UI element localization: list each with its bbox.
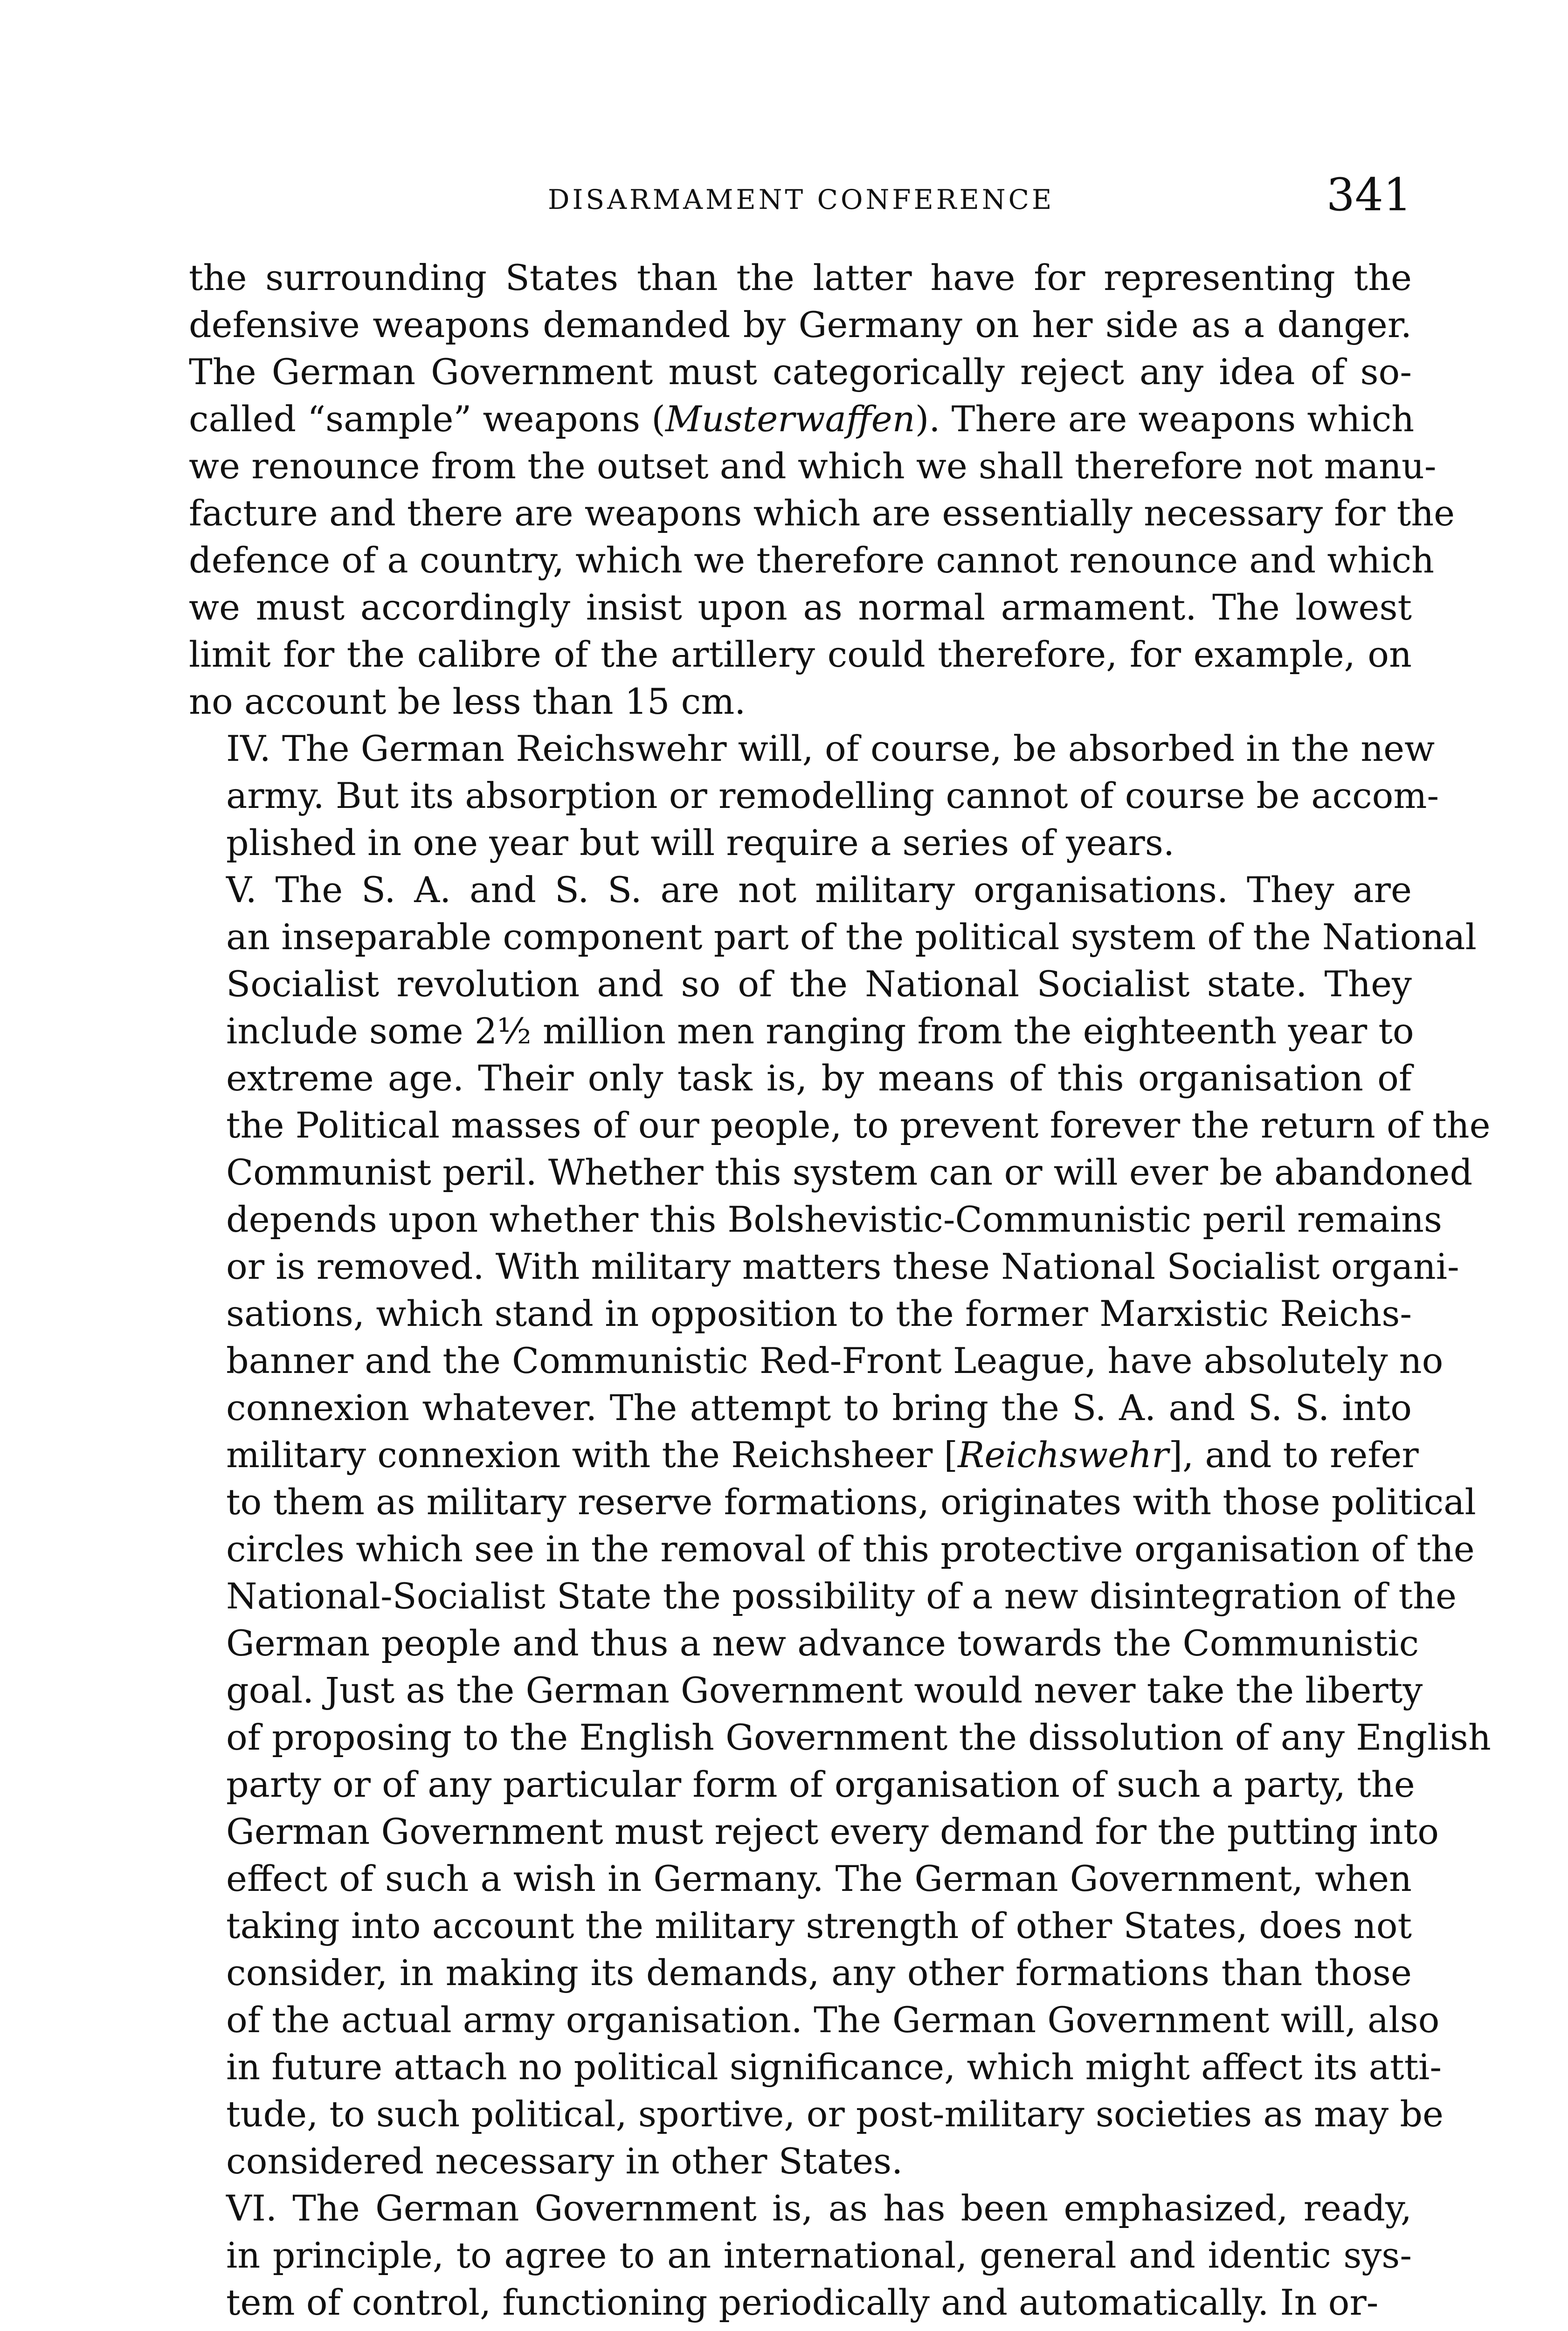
text-line: Socialist revolution and so of the National Socialist state. They bbox=[226, 963, 1412, 1005]
text-line: banner and the Communistic Red-Front League, have absolutely no bbox=[226, 1340, 1444, 1381]
text-line: to them as military reserve formations, originates with those political bbox=[226, 1481, 1476, 1523]
text-line: called “sample” weapons (Musterwaffen). There are weapons which bbox=[189, 398, 1415, 440]
text-line: military connexion with the Reichsheer [Reichswehr], and to refer bbox=[226, 1434, 1419, 1476]
text-line: or is removed. With military matters these National Socialist organi- bbox=[226, 1246, 1459, 1287]
text-line: army. But its absorption or remodelling cannot of course be accom- bbox=[226, 775, 1439, 816]
text-line: consider, in making its demands, any other formations than those bbox=[226, 1952, 1412, 1993]
text-line: no account be less than 15 cm. bbox=[189, 681, 746, 722]
body-text bbox=[189, 254, 1491, 2326]
text-line: Communist peril. Whether this system can or will ever be abandoned bbox=[226, 1152, 1473, 1193]
text-line: in principle, to agree to an international, general and identic sys- bbox=[226, 2234, 1412, 2276]
text-line: we must accordingly insist upon as normal armament. The lowest bbox=[189, 586, 1412, 628]
text-line: party or of any particular form of organisation of such a party, the bbox=[226, 1764, 1415, 1805]
text-line: limit for the calibre of the artillery could therefore, for example, on bbox=[189, 634, 1412, 675]
text-line: plished in one year but will require a series of years. bbox=[226, 822, 1175, 863]
paragraph-v bbox=[189, 866, 1491, 2185]
paragraph-iii-continuation bbox=[189, 254, 1455, 725]
text-line: sations, which stand in opposition to the former Marxistic Reichs- bbox=[226, 1293, 1412, 1334]
text-line: extreme age. Their only task is, by means of this organisation of bbox=[226, 1057, 1412, 1099]
paragraph-vi bbox=[189, 2185, 1412, 2326]
text-line: taking into account the military strength of other States, does not bbox=[226, 1905, 1412, 1946]
text-line: defence of a country, which we therefore cannot renounce and which bbox=[189, 539, 1435, 581]
text-line: considered necessary in other States. bbox=[226, 2140, 903, 2182]
text-line: the Political masses of our people, to prevent forever the return of the bbox=[226, 1104, 1491, 1146]
text-line: of the actual army organisation. The German Government will, also bbox=[226, 1999, 1440, 2041]
text-line: German Government must reject every demand for the putting into bbox=[226, 1811, 1439, 1852]
running-title: DISARMAMENT CONFERENCE bbox=[548, 184, 1055, 215]
text-line: German people and thus a new advance towards the Communistic bbox=[226, 1622, 1419, 1664]
text-line: goal. Just as the German Government would never take the liberty bbox=[226, 1669, 1423, 1711]
text-line: we renounce from the outset and which we shall therefore not manu- bbox=[189, 445, 1437, 487]
text-line: the surrounding States than the latter have for representing the bbox=[189, 257, 1412, 298]
text-line: tem of control, functioning periodically and automatically. In or- bbox=[226, 2282, 1379, 2323]
page-number: 341 bbox=[1326, 169, 1412, 221]
text-line: an inseparable component part of the political system of the National bbox=[226, 916, 1477, 958]
text-line: The German Government must categorically reject any idea of so- bbox=[189, 351, 1412, 393]
paragraph-iv bbox=[189, 725, 1439, 866]
text-line: circles which see in the removal of this protective organisation of the bbox=[226, 1528, 1475, 1570]
text-line: depends upon whether this Bolshevistic-Communistic peril remains bbox=[226, 1199, 1443, 1240]
text-line: facture and there are weapons which are essentially necessary for the bbox=[189, 492, 1455, 534]
text-line: National-Socialist State the possibility of a new disintegration of the bbox=[226, 1575, 1457, 1617]
text-line: V. The S. A. and S. S. are not military organisations. They are bbox=[226, 869, 1412, 910]
text-line: in future attach no political significance, which might affect its atti- bbox=[226, 2046, 1442, 2088]
text-line: include some 2½ million men ranging from the eighteenth year to bbox=[226, 1010, 1414, 1052]
running-head bbox=[189, 166, 1412, 221]
text-line: defensive weapons demanded by Germany on her side as a danger. bbox=[189, 304, 1412, 345]
text-line: effect of such a wish in Germany. The German Government, when bbox=[226, 1858, 1412, 1899]
text-line: tude, to such political, sportive, or post-military societies as may be bbox=[226, 2093, 1444, 2135]
text-line: VI. The German Government is, as has been emphasized, ready, bbox=[226, 2187, 1412, 2229]
text-line: of proposing to the English Government the dissolution of any English bbox=[226, 1717, 1491, 1758]
text-line: IV. The German Reichswehr will, of course, be absorbed in the new bbox=[226, 728, 1435, 769]
text-line: connexion whatever. The attempt to bring the S. A. and S. S. into bbox=[226, 1387, 1412, 1428]
italic-term: Musterwaffen bbox=[665, 398, 915, 440]
italic-term: Reichswehr bbox=[958, 1434, 1169, 1476]
